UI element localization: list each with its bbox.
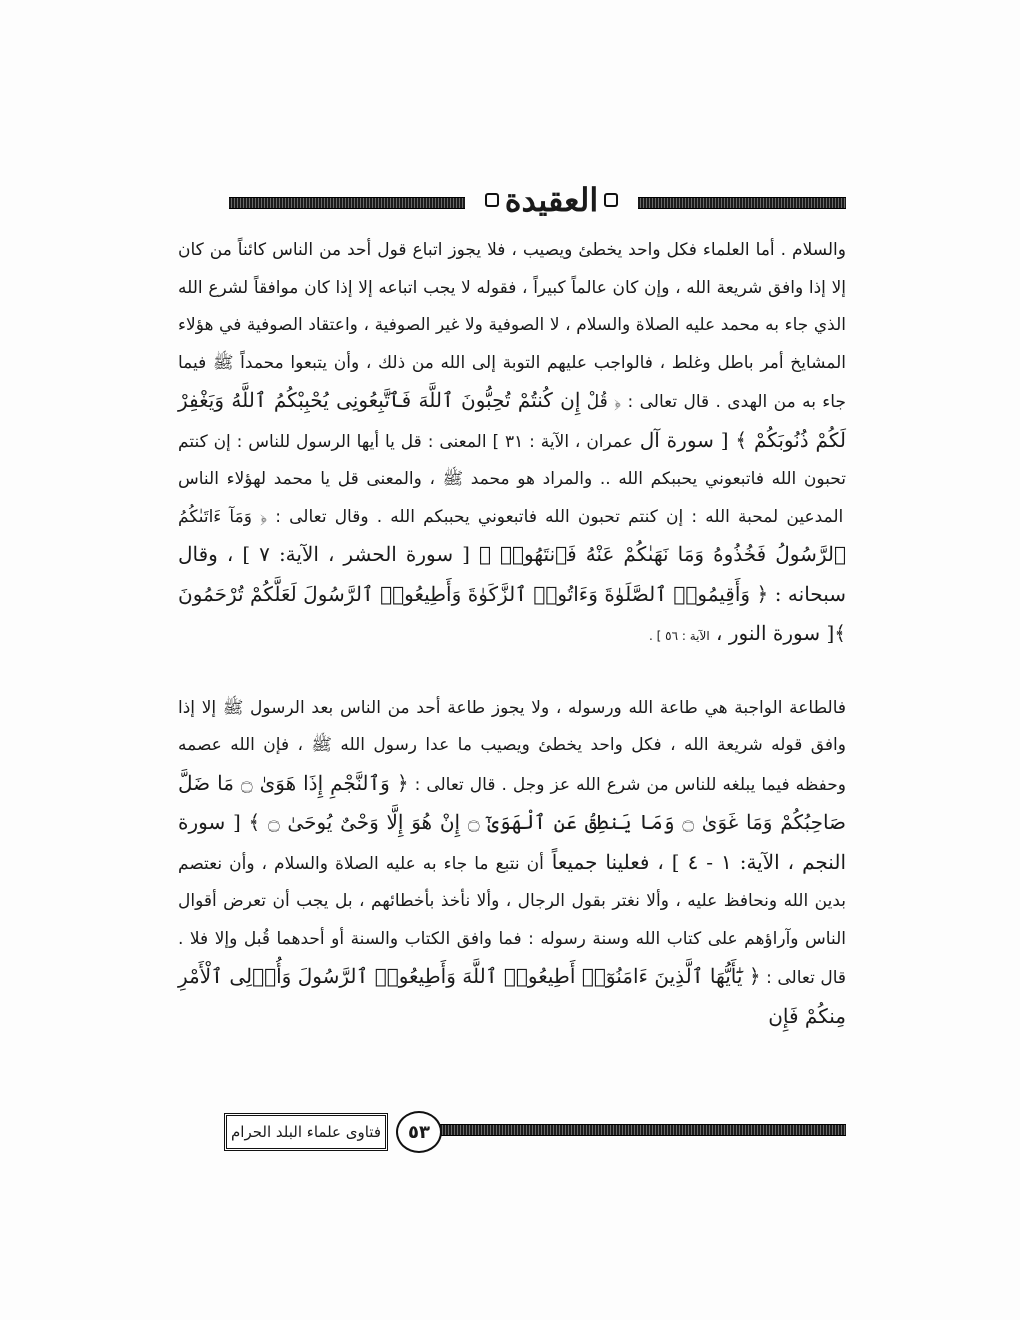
paragraph-2: [178, 690, 846, 1038]
quran-verse-line: ٱلرَّسُولُ فَخُذُوهُ وَمَا نَهَىٰكُمْ عَنْهُ فَٱنتَهُوا۟ ﴾ [ سورة الحشر ، الآية: ٧ ] ، وقال سبحانه :: [178, 542, 847, 606]
paragraph-1: [178, 232, 846, 656]
footer-rule: [434, 1124, 846, 1136]
text-line: بقول الرجال ، وألا نأخذ بأخطائهم ، بل يجب أن تعرض أقوال الناس وآراؤهم على: [178, 891, 846, 949]
text-line: إذا كان موافقاً لشرع الله الذي جاء به محمد عليه الصلاة والسلام ، لا الصوفية ولا: [178, 277, 846, 335]
verse-reference: الآية : ٥٦ ] .: [649, 629, 710, 643]
quran-verse-line: ﴿ وَٱلنَّجْمِ إِذَا هَوَىٰ ۝ مَا ضَلَّ صَاحِبُكُمْ وَمَا غَوَىٰ ۝ وَمَا يَنطِقُ عَنِ: [178, 770, 847, 834]
chapter-title: العقيدة: [504, 181, 599, 219]
header-rule-left: [229, 197, 465, 209]
text-line: الرسول ﷺ إلا إذا وافق قوله شريعة الله ، فكل واحد يخطئ ويصيب ما عدا رسول: [178, 697, 846, 755]
text-line: التوبة إلى الله من ذلك ، وأن يتبعوا محمداً ﷺ فيما جاء به من الهدى . قال تعالى : ﴿ قُلْ: [178, 352, 846, 412]
text-line: غير الصوفية ، واعتقاد الصوفية في هؤلاء المشايخ أمر باطل وغلط ، فالواجب عليهم: [178, 315, 847, 373]
book-title-box: فتاوى علماء البلد الحرام: [224, 1113, 388, 1151]
quran-verse-line: ٱلْهَوَىٰٓ ۝ إِنْ هُوَ إِلَّا وَحْىٌ يُوحَىٰ ۝ ﴾ [ سورة النجم ، الآية: ١ - ٤ ] ، فعلينا جميعاً: [178, 810, 846, 874]
quran-verse-line: ﴿ وَأَقِيمُوا۟ ٱلصَّلَوٰةَ وَءَاتُوا۟ ٱلزَّكَوٰةَ وَأَطِيعُوا۟ ٱلرَّسُولَ لَعَلَّكُمْ تُرْحَمُونَ ﴾[ سورة النور ،: [178, 581, 846, 645]
square-ornament-icon: [604, 193, 618, 207]
text-line: يحببكم الله .. والمراد هو محمد ﷺ ، والمعنى قل يا محمد لهؤلاء الناس المدعين لمحبة: [178, 469, 844, 527]
text-line: عمران ، الآية : ٣١ ] المعنى : قل يا أيها الرسول للناس : إن كنتم تحبون الله فاتبعوني: [178, 431, 846, 489]
page-number: ٥٣: [396, 1111, 442, 1153]
text-line: الله ﷺ ، فإن الله عصمه وحفظه فيما يبلغه للناس من شرع الله عز وجل . قال تعالى :: [178, 735, 846, 795]
chapter-header: [465, 178, 638, 222]
page-body: [178, 232, 846, 1037]
quran-verse-line: ﴿ يَٰٓأَيُّهَا ٱلَّذِينَ ءَامَنُوٓا۟ أَطِيعُوا۟ ٱللَّهَ وَأَطِيعُوا۟ ٱلرَّسُولَ وَأُو۟لِى ٱلْأَمْرِ مِنكُمْ فَإِن: [178, 964, 846, 1028]
text-line: كتاب الله وسنة رسوله : فما وافق الكتاب والسنة أو أحدهما قُبل وإلا فلا . قال تعالى :: [178, 928, 846, 988]
text-line: والسلام . أما العلماء فكل واحد يخطئ ويصيب ، فلا يجوز اتباع قول أحد من الناس: [266, 240, 846, 260]
text-line: كائناً من كان إلا إذا وافق شريعة الله ، وإن كان عالماً كبيراً ، فقوله لا يجب اتباعه إلا: [178, 240, 846, 298]
quran-verse-line: إِن كُنتُمْ تُحِبُّونَ ٱللَّهَ فَٱتَّبِعُونِى يُحْبِبْكُمُ ٱللَّهُ وَيَغْفِرْ لَكُمْ ذُنُوبَكُمْ ﴾ [ سورة آل: [178, 388, 847, 452]
header-rule-right: [638, 197, 846, 209]
text-line: فالطاعة الواجبة هي طاعة الله ورسوله ، ولا يجوز طاعة أحد من الناس بعد: [304, 697, 847, 718]
square-ornament-icon: [485, 193, 499, 207]
text-line: أن نتبع ما جاء به عليه الصلاة والسلام ، وأن نعتصم بدين الله ونحافظ عليه ، وألا نغتر: [178, 853, 846, 911]
text-line: الله : إن كنتم تحبون الله فاتبعوني يحببكم الله . وقال تعالى : ﴿ وَمَآ ءَاتَىٰكُمُ: [178, 506, 730, 527]
